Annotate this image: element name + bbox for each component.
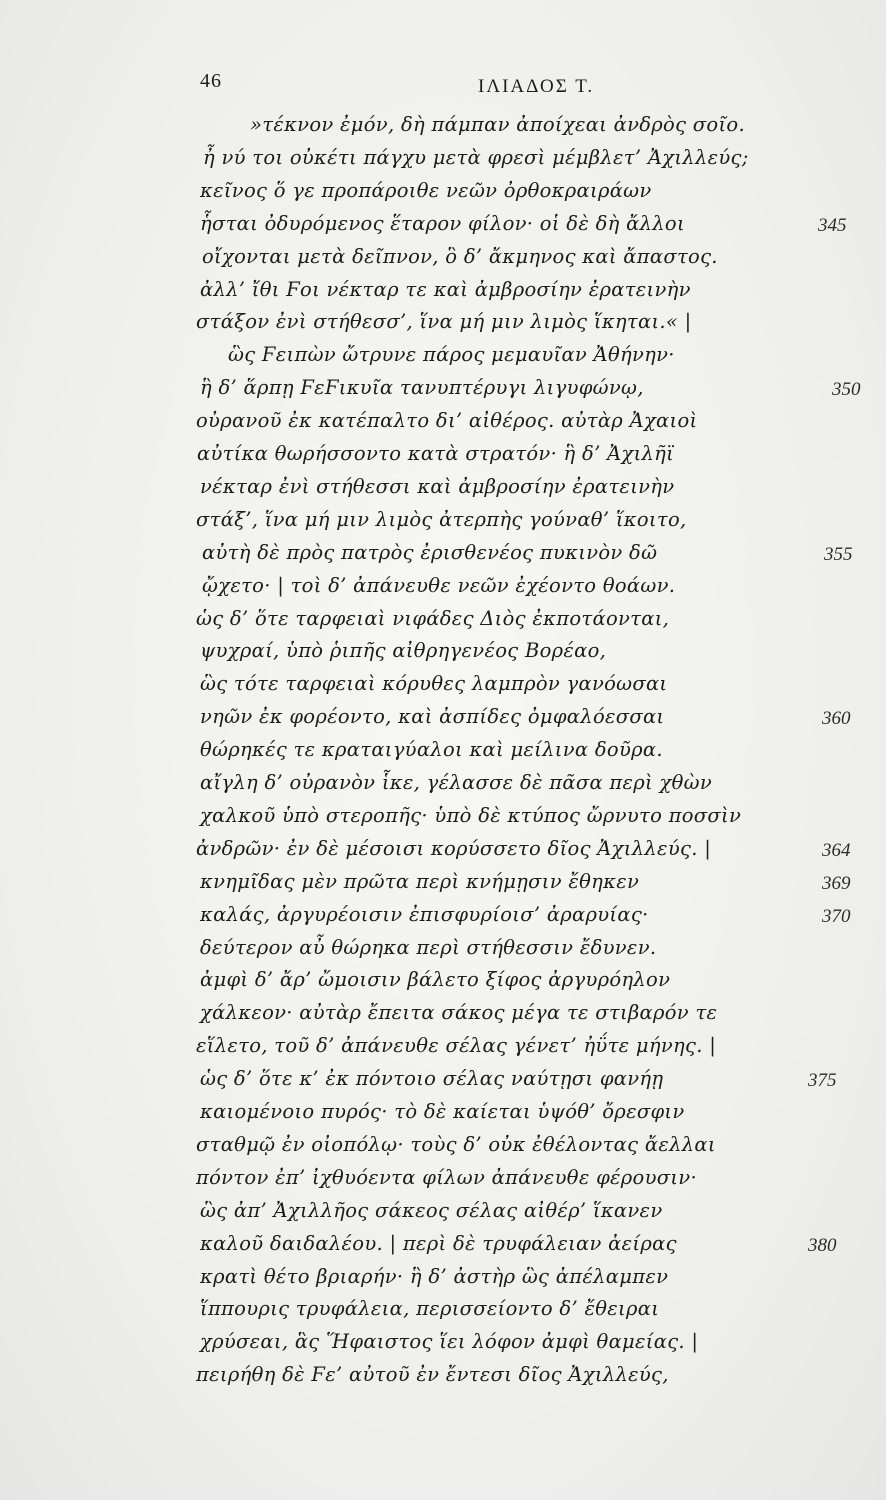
- verse-text: ἀνδρῶν· ἐν δὲ μέσοισι κορύσσετο δῖος Ἀχιλλεύς. |: [196, 836, 712, 860]
- verse-line: [0, 342, 886, 376]
- verse-text: ὡς δ’ ὅτε κ’ ἐκ πόντοιο σέλας ναύτῃσι φανήῃ: [200, 1067, 664, 1091]
- verse-line: [0, 1198, 886, 1232]
- verse-line: [0, 540, 886, 574]
- verse-line: [0, 869, 886, 903]
- verse-text: σταθμῷ ἐν οἰοπόλῳ· τοὺς δ’ οὐκ ἐθέλοντας ἄελλαι: [196, 1132, 716, 1156]
- verse-line: [0, 902, 886, 936]
- verse-line: [0, 375, 886, 409]
- verse-text: ἵππουρις τρυφάλεια, περισσείοντο δ’ ἔθειραι: [200, 1297, 660, 1321]
- verse-line: [0, 737, 886, 771]
- verse-line: [0, 1132, 886, 1166]
- verse-text: εἵλετο, τοῦ δ’ ἀπάνευθε σέλας γένετ’ ἠΰτε μήνης. |: [196, 1034, 717, 1058]
- verse-text: ὣς Ϝειπὼν ὤτρυνε πάρος μεμαυῖαν Ἀθήνην·: [228, 343, 675, 367]
- line-number: 375: [808, 1070, 837, 1092]
- verse-line: [0, 836, 886, 870]
- verse-text: στάξ’, ἵνα μή μιν λιμὸς ἀτερπὴς γούναθ’ ἵκοιτο,: [196, 507, 687, 531]
- verse-text: ἀμφὶ δ’ ἄρ’ ὤμοισιν βάλετο ξίφος ἀργυρόηλον: [200, 968, 671, 992]
- verse-line: [0, 277, 886, 311]
- verse-text: οἴχονται μετὰ δεῖπνον, ὃ δ’ ἄκμηνος καὶ ἄπαστος.: [202, 244, 718, 268]
- verse-text: ἦ νύ τοι οὐκέτι πάγχυ μετὰ φρεσὶ μέμβλετ’ Ἀχιλλεύς;: [203, 145, 749, 169]
- verse-line: [0, 770, 886, 804]
- verse-line: [0, 935, 886, 969]
- verse-line: [0, 441, 886, 475]
- verse-text: χαλκοῦ ὑπὸ στεροπῆς· ὑπὸ δὲ κτύπος ὤρνυτο ποσσὶν: [200, 803, 742, 827]
- verse-text: αὐτίκα θωρήσσοντο κατὰ στρατόν· ἣ δ’ Ἀχιλῆϊ: [197, 442, 675, 465]
- verse-line: [0, 967, 886, 1001]
- running-title: ΙΛΙΑΔΟΣ Τ.: [478, 76, 595, 97]
- verse-line: [0, 803, 886, 837]
- verse-text: »τέκνον ἐμόν, δὴ πάμπαν ἀποίχεαι ἀνδρὸς σοῖο.: [250, 113, 745, 136]
- verse-text: αὐτὴ δὲ πρὸς πατρὸς ἐρισθενέος πυκινὸν δῶ: [202, 540, 658, 564]
- verse-text: κρατὶ θέτο βριαρήν· ἣ δ’ ἀστὴρ ὣς ἀπέλαμπεν: [200, 1264, 669, 1288]
- verse-line: [0, 112, 886, 146]
- line-number: 364: [822, 839, 851, 861]
- verse-line: [0, 1264, 886, 1298]
- verse-text: ὣς τότε ταρφειαὶ κόρυθες λαμπρὸν γανόωσαι: [200, 672, 668, 696]
- verse-line: [0, 145, 886, 179]
- verse-text: χάλκεον· αὐτὰρ ἔπειτα σάκος μέγα τε στιβαρόν τε: [200, 1001, 718, 1025]
- line-number: 370: [822, 905, 851, 927]
- verse-line: [0, 671, 886, 705]
- verse-text: ἀλλ’ ἴθι Ϝοι νέκταρ τε καὶ ἀμβροσίην ἐρατεινὴν: [200, 277, 691, 301]
- verse-line: [0, 178, 886, 212]
- verse-text: καιομένοιο πυρός· τὸ δὲ καίεται ὑψόθ’ ὄρεσφιν: [200, 1100, 685, 1123]
- verse-line: [0, 606, 886, 640]
- verse-text: νέκταρ ἐνὶ στήθεσσι καὶ ἀμβροσίην ἐρατεινὴν: [200, 474, 675, 498]
- verse-text: οὐρανοῦ ἐκ κατέπαλτο δι’ αἰθέρος. αὐτὰρ Ἀχαιοὶ: [196, 409, 698, 433]
- line-number: 355: [824, 543, 853, 565]
- verse-line: [0, 408, 886, 442]
- verse-text: καλοῦ δαιδαλέου. | περὶ δὲ τρυφάλειαν ἀείρας: [200, 1231, 677, 1255]
- verse-text: δεύτερον αὖ θώρηκα περὶ στήθεσσιν ἔδυνεν.: [200, 935, 657, 959]
- verse-line: [0, 1066, 886, 1100]
- verse-line: [0, 309, 886, 343]
- verse-text: στάξον ἐνὶ στήθεσσ’, ἵνα μή μιν λιμὸς ἵκηται.« |: [196, 310, 692, 334]
- verse-line: [0, 1231, 886, 1265]
- verse-line: [0, 1033, 886, 1067]
- verse-line: [0, 704, 886, 738]
- verse-line: [0, 1000, 886, 1034]
- verse-line: [0, 244, 886, 278]
- verse-text: κεῖνος ὅ γε προπάροιθε νεῶν ὀρθοκραιράων: [200, 178, 652, 202]
- verse-line: [0, 211, 886, 245]
- line-number: 369: [822, 872, 851, 894]
- verse-line: [0, 1165, 886, 1199]
- line-number: 360: [822, 708, 851, 730]
- verse-text: πειρήθη δὲ Ϝε’ αὐτοῦ ἐν ἔντεσι δῖος Ἀχιλλεύς,: [196, 1363, 669, 1387]
- verse-line: [0, 474, 886, 508]
- verse-line: [0, 1329, 886, 1363]
- page-number: 46: [200, 70, 222, 92]
- line-number: 350: [832, 379, 861, 401]
- verse-text: αἴγλη δ’ οὐρανὸν ἷκε, γέλασσε δὲ πᾶσα περὶ χθὼν: [200, 771, 713, 794]
- verse-text: ᾤχετο· | τοὶ δ’ ἀπάνευθε νεῶν ἐχέοντο θοάων.: [202, 573, 676, 597]
- line-number: 380: [808, 1234, 837, 1256]
- verse-text: ὡς δ’ ὅτε ταρφειαὶ νιφάδες Διὸς ἐκποτάονται,: [196, 606, 670, 630]
- verse-text: ἧσται ὀδυρόμενος ἕταρον φίλον· οἱ δὲ δὴ ἄλλοι: [200, 211, 685, 235]
- verse-text: πόντον ἐπ’ ἰχθυόεντα φίλων ἀπάνευθε φέρουσιν·: [196, 1165, 697, 1189]
- verse-text: ψυχραί, ὑπὸ ῥιπῆς αἰθρηγενέος Βορέαο,: [200, 639, 607, 663]
- verse-text: κνημῖδας μὲν πρῶτα περὶ κνήμῃσιν ἔθηκεν: [200, 869, 640, 893]
- verse-line: [0, 507, 886, 541]
- verse-line: [0, 1099, 886, 1133]
- verse-line: [0, 1296, 886, 1330]
- verse-text: θώρηκές τε κραταιγύαλοι καὶ μείλινα δοῦρα.: [200, 738, 663, 762]
- verse-line: [0, 1362, 886, 1396]
- line-number: 345: [818, 214, 847, 236]
- verse-line: [0, 638, 886, 672]
- verse-text: νηῶν ἐκ φορέοντο, καὶ ἀσπίδες ὀμφαλόεσσαι: [200, 705, 665, 729]
- verse-line: [0, 573, 886, 607]
- verse-text: ὣς ἀπ’ Ἀχιλλῆος σάκεος σέλας αἰθέρ’ ἵκανεν: [200, 1198, 663, 1222]
- verse-text: ἣ δ’ ἅρπῃ ϜεϜικυῖα τανυπτέρυγι λιγυφώνῳ,: [200, 376, 644, 400]
- verse-text: καλάς, ἀργυρέοισιν ἐπισφυρίοισ’ ἀραρυίας·: [200, 902, 649, 926]
- verse-text: χρύσεαι, ἃς Ἥφαιστος ἵει λόφον ἀμφὶ θαμείας. |: [200, 1330, 699, 1354]
